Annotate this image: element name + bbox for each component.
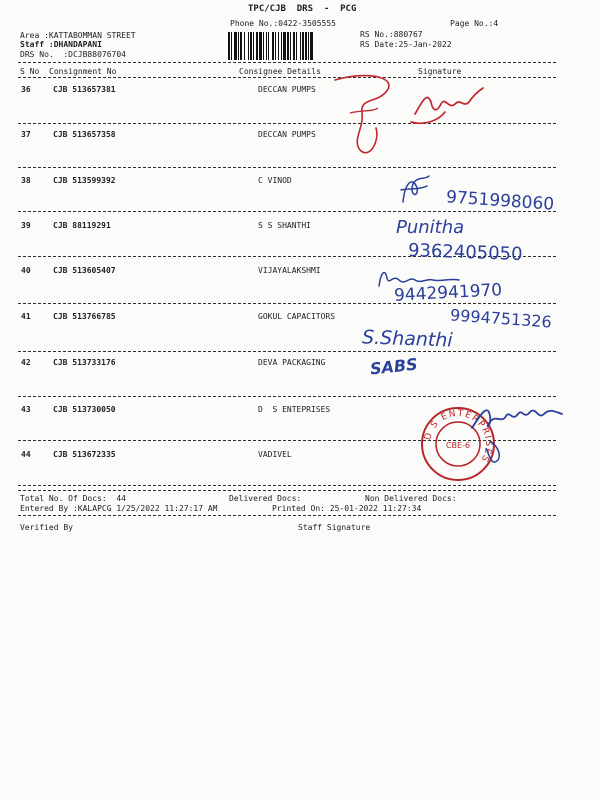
rs-number: RS No.:880767 bbox=[360, 30, 423, 39]
row-sno: 42 bbox=[21, 358, 31, 367]
blue-signature-row-38 bbox=[395, 172, 435, 206]
row-divider bbox=[18, 211, 556, 212]
row-consignment-no: CJB 513766785 bbox=[53, 312, 116, 321]
row-sno: 41 bbox=[21, 312, 31, 321]
footer-bottom-divider bbox=[18, 515, 556, 516]
blue-signature-row-43 bbox=[468, 402, 568, 472]
row-consignment-no: CJB 513733176 bbox=[53, 358, 116, 367]
barcode-bar bbox=[240, 32, 242, 60]
column-header-consignee: Consignee Details bbox=[239, 67, 321, 76]
barcode-bar bbox=[302, 32, 304, 60]
row-consignment-no: CJB 513657381 bbox=[53, 85, 116, 94]
barcode-bar bbox=[278, 32, 279, 60]
red-signature-row-37 bbox=[405, 82, 495, 132]
drs-number: DRS No. :DCJB88076704 bbox=[20, 50, 126, 59]
printed-on: Printed On: 25-01-2022 11:27:34 bbox=[272, 504, 422, 513]
row-consignment-no: CJB 513599392 bbox=[53, 176, 116, 185]
delivered-docs: Delivered Docs: bbox=[229, 494, 302, 503]
barcode-bar bbox=[272, 32, 274, 60]
barcode-bar bbox=[283, 32, 286, 60]
row-sno: 43 bbox=[21, 405, 31, 414]
stamp-text: D S ENTERPRISES bbox=[423, 408, 494, 465]
barcode-bar bbox=[248, 32, 249, 60]
handwritten-phone-4: 9994751326 bbox=[449, 305, 553, 332]
row-consignment-no: CJB 513730050 bbox=[53, 405, 116, 414]
row-consignee: S S SHANTHI bbox=[258, 221, 311, 230]
barcode-bar bbox=[253, 32, 254, 60]
barcode-bar bbox=[275, 32, 276, 60]
entered-by: Entered By :KALAPCG 1/25/2022 11:27:17 AM bbox=[20, 504, 218, 513]
column-header-signature: Signature bbox=[418, 67, 462, 76]
barcode-bar bbox=[305, 32, 307, 60]
barcode-bar bbox=[231, 32, 232, 60]
handwritten-name-shanthi: S.Shanthi bbox=[361, 326, 454, 352]
row-consignee: C VINOD bbox=[258, 176, 292, 185]
barcode-bar bbox=[296, 32, 297, 60]
barcode-bar bbox=[300, 32, 301, 60]
barcode-bar bbox=[287, 32, 289, 60]
page-number: Page No.:4 bbox=[450, 19, 499, 28]
row-consignee: DECCAN PUMPS bbox=[258, 130, 316, 139]
row-consignment-no: CJB 513657358 bbox=[53, 130, 116, 139]
row-consignee: D S ENTEPRISES bbox=[258, 405, 331, 414]
row-consignee: VADIVEL bbox=[258, 450, 292, 459]
row-sno: 37 bbox=[21, 130, 31, 139]
verified-by: Verified By bbox=[20, 523, 73, 532]
row-divider bbox=[18, 485, 556, 486]
handwritten-phone-2: 9362405050 bbox=[407, 240, 523, 265]
row-sno: 40 bbox=[21, 266, 31, 275]
row-consignment-no: CJB 513672335 bbox=[53, 450, 116, 459]
barcode-bar bbox=[256, 32, 258, 60]
barcode bbox=[228, 32, 352, 60]
phone-number: Phone No.:0422-3505555 bbox=[230, 19, 336, 28]
total-docs: Total No. Of Docs: 44 bbox=[20, 494, 126, 503]
row-divider bbox=[18, 351, 556, 352]
staff-signature-label: Staff Signature bbox=[298, 523, 371, 532]
handwritten-phone-3: 9442941970 bbox=[393, 280, 503, 306]
staff-label: Staff :DHANDAPANI bbox=[20, 40, 102, 49]
row-sno: 39 bbox=[21, 221, 31, 230]
non-delivered-docs: Non Delivered Docs: bbox=[365, 494, 457, 503]
barcode-bar bbox=[244, 32, 245, 60]
barcode-bar bbox=[290, 32, 291, 60]
barcode-bar bbox=[310, 32, 313, 60]
handwritten-signature-row-42: SABS bbox=[369, 354, 419, 379]
row-sno: 38 bbox=[21, 176, 31, 185]
column-header-sno: S No bbox=[20, 67, 40, 76]
rs-date: RS Date:25-Jan-2022 bbox=[360, 40, 452, 49]
barcode-bar bbox=[250, 32, 252, 60]
row-divider bbox=[18, 303, 556, 304]
barcode-bar bbox=[263, 32, 264, 60]
row-divider bbox=[18, 396, 556, 397]
handwritten-name-punitha: Punitha bbox=[396, 217, 465, 238]
barcode-bar bbox=[308, 32, 309, 60]
stamp-city: CBE-6 bbox=[445, 441, 471, 450]
header-divider bbox=[18, 62, 556, 63]
barcode-bar bbox=[234, 32, 237, 60]
barcode-bar bbox=[266, 32, 267, 60]
area-label: Area :KATTABOMMAN STREET bbox=[20, 31, 136, 40]
barcode-bar bbox=[293, 32, 295, 60]
row-consignee: VIJAYALAKSHMI bbox=[258, 266, 321, 275]
row-consignee: DECCAN PUMPS bbox=[258, 85, 316, 94]
row-consignee: DEVA PACKAGING bbox=[258, 358, 326, 367]
barcode-bar bbox=[281, 32, 282, 60]
barcode-bar bbox=[259, 32, 262, 60]
barcode-bar bbox=[238, 32, 239, 60]
row-sno: 36 bbox=[21, 85, 31, 94]
handwritten-phone-1: 9751998060 bbox=[445, 187, 555, 215]
column-header-consignment: Consignment No bbox=[49, 67, 117, 76]
footer-divider bbox=[18, 490, 556, 491]
row-consignment-no: CJB 88119291 bbox=[53, 221, 111, 230]
row-consignee: GOKUL CAPACITORS bbox=[258, 312, 336, 321]
row-consignment-no: CJB 513605407 bbox=[53, 266, 116, 275]
document-title: TPC/CJB DRS - PCG bbox=[248, 4, 357, 14]
barcode-bar bbox=[268, 32, 269, 60]
row-sno: 44 bbox=[21, 450, 31, 459]
barcode-bar bbox=[228, 32, 230, 60]
